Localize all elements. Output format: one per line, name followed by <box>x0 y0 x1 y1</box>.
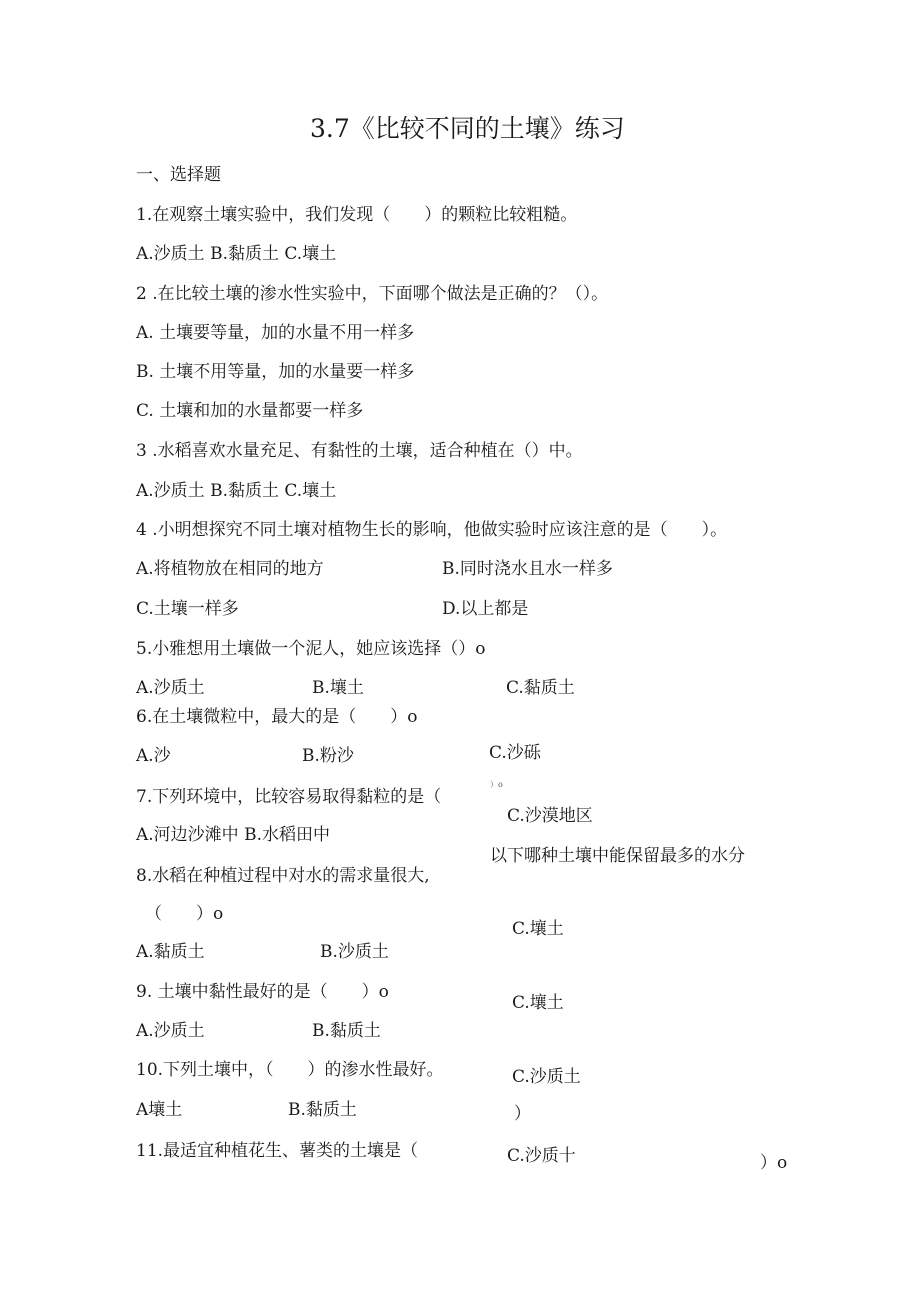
page-title: 3.7《比较不同的土壤》练习 <box>310 114 625 143</box>
question-3-stem: 3 .水稻喜欢水量充足、有黏性的土壤，适合种植在（）中。 <box>136 441 583 461</box>
question-10-stem: 10.下列土壤中，（ ）的渗水性最好。 <box>136 1060 444 1080</box>
question-2-option-a: A. 土壤要等量，加的水量不用一样多 <box>136 323 415 343</box>
question-3-options: A.沙质土 B.黏质土 C.壤土 <box>136 481 337 501</box>
question-11-stem: 11.最适宜种植花生、薯类的土壤是（ <box>136 1141 419 1161</box>
question-4-option-a: A.将植物放在相同的地方 <box>136 559 324 579</box>
question-6-option-b: B.粉沙 <box>302 746 354 766</box>
question-6-stray-mark: ）o <box>490 780 503 789</box>
question-7-option-c: C.沙漠地区 <box>507 806 593 826</box>
question-8-option-b: B.沙质土 <box>320 942 389 962</box>
question-4-stem: 4 .小明想探究不同土壤对植物生长的影响，他做实验时应该注意的是（ ）。 <box>136 520 728 540</box>
question-5-option-c: C.黏质土 <box>506 678 575 698</box>
question-10-option-b: B.黏质土 <box>288 1100 357 1120</box>
question-9-option-c: C.壤土 <box>512 993 564 1013</box>
question-11-option-c: C.沙质十 <box>507 1146 576 1166</box>
question-2-option-b: B. 土壤不用等量，加的水量要一样多 <box>136 362 415 382</box>
question-5-stem: 5.小雅想用土壤做一个泥人，她应该选择（）o <box>136 639 486 659</box>
question-6-option-a: A.沙 <box>136 746 171 766</box>
question-8-option-c: C.壤土 <box>512 919 564 939</box>
question-9-stem: 9. 土壤中黏性最好的是（ ）o <box>136 982 389 1002</box>
question-7-options-ab: A.河边沙滩中 B.水稻田中 <box>136 825 330 845</box>
question-6-option-c: C.沙砾 <box>489 743 541 763</box>
question-8-option-a: A.黏质土 <box>136 942 205 962</box>
question-8-blank: （ ）o <box>145 904 224 924</box>
question-7-stem: 7.下列环境中，比较容易取得黏粒的是（ <box>136 787 442 807</box>
question-10-option-a: A壤土 <box>136 1100 183 1120</box>
question-1-stem: 1.在观察土壤实验中，我们发现（ ）的颗粒比较粗糙。 <box>136 205 578 225</box>
question-4-option-c: C.土壤一样多 <box>136 599 239 619</box>
question-2-stem: 2 .在比较土壤的渗水性实验中，下面哪个做法是正确的？（）。 <box>136 284 609 304</box>
question-5-option-b: B.壤土 <box>312 678 364 698</box>
question-2-option-c: C. 土壤和加的水量都要一样多 <box>136 401 364 421</box>
question-10-option-c: C.沙质土 <box>512 1067 581 1087</box>
question-6-stem: 6.在土壤微粒中，最大的是（ ）o <box>136 707 418 727</box>
question-4-option-d: D.以上都是 <box>442 599 529 619</box>
question-4-option-b: B.同时浇水且水一样多 <box>442 559 613 579</box>
question-8-stem: 8.水稻在种植过程中对水的需求量很大, <box>136 866 430 886</box>
section-heading: 一、选择题 <box>136 165 221 185</box>
question-9-option-b: B.黏质土 <box>312 1021 381 1041</box>
question-10-stray-mark: ） <box>514 1104 531 1124</box>
question-5-option-a: A.沙质土 <box>136 678 205 698</box>
question-9-option-a: A.沙质土 <box>136 1021 205 1041</box>
question-8-stem-continued: 以下哪种土壤中能保留最多的水分 <box>490 846 745 866</box>
question-1-options: A.沙质土 B.黏质土 C.壤土 <box>136 244 337 264</box>
question-11-closing-paren: ）o <box>760 1153 788 1173</box>
